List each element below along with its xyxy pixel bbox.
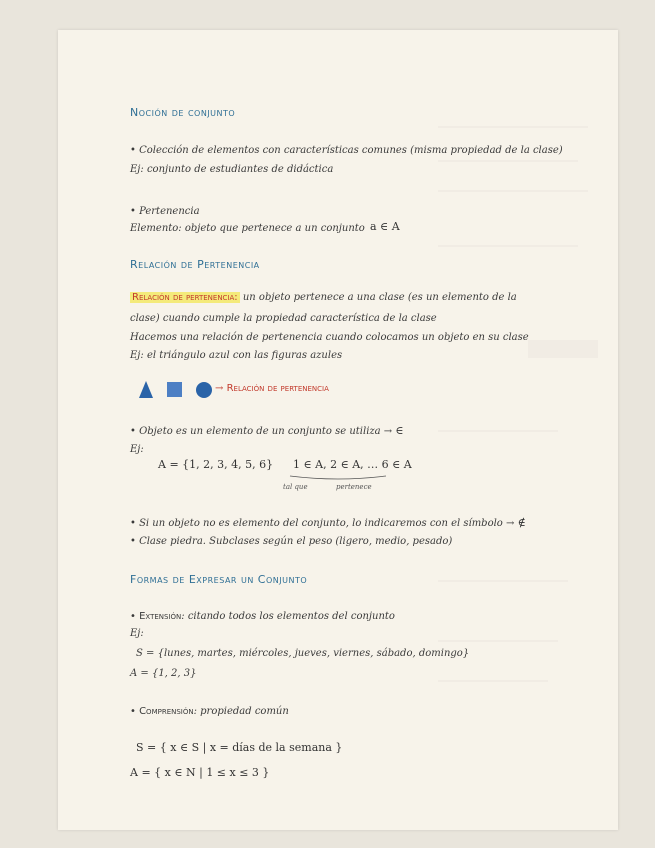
membership-expression: 1 ∈ A, 2 ∈ A, … 6 ∈ A (293, 458, 412, 471)
bleed-mark (438, 430, 558, 432)
shapes-relation-text: Relación de pertenencia (226, 383, 329, 394)
circle-shape (196, 382, 212, 398)
label-pertenece: pertenece (336, 483, 372, 491)
highlighted-term: Relación de pertenencia: (132, 292, 238, 303)
example-triangulo: Ej: el triángulo azul con las figuras azules (130, 350, 343, 361)
bullet-extension (130, 611, 395, 622)
bleed-mark (438, 160, 578, 162)
bullet-pertenencia: • Pertenencia (130, 206, 200, 217)
belongs-symbol: ∈ (395, 424, 404, 437)
set-s-comprension: S = { x ∈ S | x = días de la semana } (136, 741, 343, 754)
set-a-extension: A = {1, 2, 3} (130, 668, 197, 679)
section-title-relacion: Relación de Pertenencia (130, 258, 260, 271)
bleed-mark (438, 126, 588, 128)
set-s-extension: S = {lunes, martes, miércoles, jueves, viernes, sábado, domingo} (136, 648, 470, 659)
bleed-mark (438, 580, 568, 582)
ej-label-extension: Ej: (130, 628, 144, 639)
set-a-definition: A = {1, 2, 3, 4, 5, 6} (158, 458, 274, 471)
section-title-formas: Formas de Expresar un Conjunto (130, 573, 308, 586)
belongs-text: • Objeto es un elemento de un conjunto se utiliza → (130, 426, 393, 437)
bleed-mark (528, 340, 598, 358)
comprension-label: • Comprensión (130, 706, 194, 717)
section-title-nocion: Noción de conjunto (130, 106, 236, 119)
bullet-not-belongs (130, 516, 526, 529)
definition-line-2: clase) cuando cumple la propiedad característica de la clase (130, 313, 437, 324)
example-estudiantes: Ej: conjunto de estudiantes de didáctica (130, 164, 334, 175)
bullet-clase-piedra: • Clase piedra. Subclases según el peso (ligero, medio, pesado) (130, 536, 453, 547)
shapes-relation-label (215, 383, 329, 394)
arrow-icon: → (215, 383, 224, 394)
label-tal-que: tal que (283, 483, 308, 491)
shapes-row (138, 379, 218, 401)
underline-arc (288, 474, 388, 482)
notebook-page (58, 30, 618, 830)
bleed-mark (438, 190, 588, 192)
definition-text-1: un objeto pertenece a una clase (es un elemento de la (242, 292, 517, 303)
bullet-comprension (130, 706, 289, 717)
square-shape (167, 382, 182, 397)
bleed-mark (438, 680, 548, 682)
relation-line-3: Hacemos una relación de pertenencia cuando colocamos un objeto en su clase (130, 332, 529, 343)
bleed-mark (438, 245, 578, 247)
ej-label: Ej: (130, 444, 144, 455)
triangle-shape (139, 381, 153, 398)
not-belongs-text: • Si un objeto no es elemento del conjunto, lo indicaremos con el símbolo → (130, 518, 515, 529)
bullet-belongs (130, 424, 404, 437)
bullet-coleccion: • Colección de elementos con características comunes (misma propiedad de la clase) (130, 145, 563, 156)
extension-label: • Extensión (130, 611, 182, 622)
not-belongs-symbol: ∉ (517, 516, 526, 529)
elemento-definition: Elemento: objeto que pertenece a un conjunto (130, 223, 365, 234)
extension-text: : citando todos los elementos del conjunto (181, 611, 395, 622)
notation-a-in-A: a ∈ A (370, 220, 400, 233)
set-a-comprension: A = { x ∈ N | 1 ≤ x ≤ 3 } (130, 766, 270, 779)
comprension-text: : propiedad común (193, 706, 289, 717)
bleed-mark (438, 640, 558, 642)
definition-line-1 (130, 292, 517, 303)
